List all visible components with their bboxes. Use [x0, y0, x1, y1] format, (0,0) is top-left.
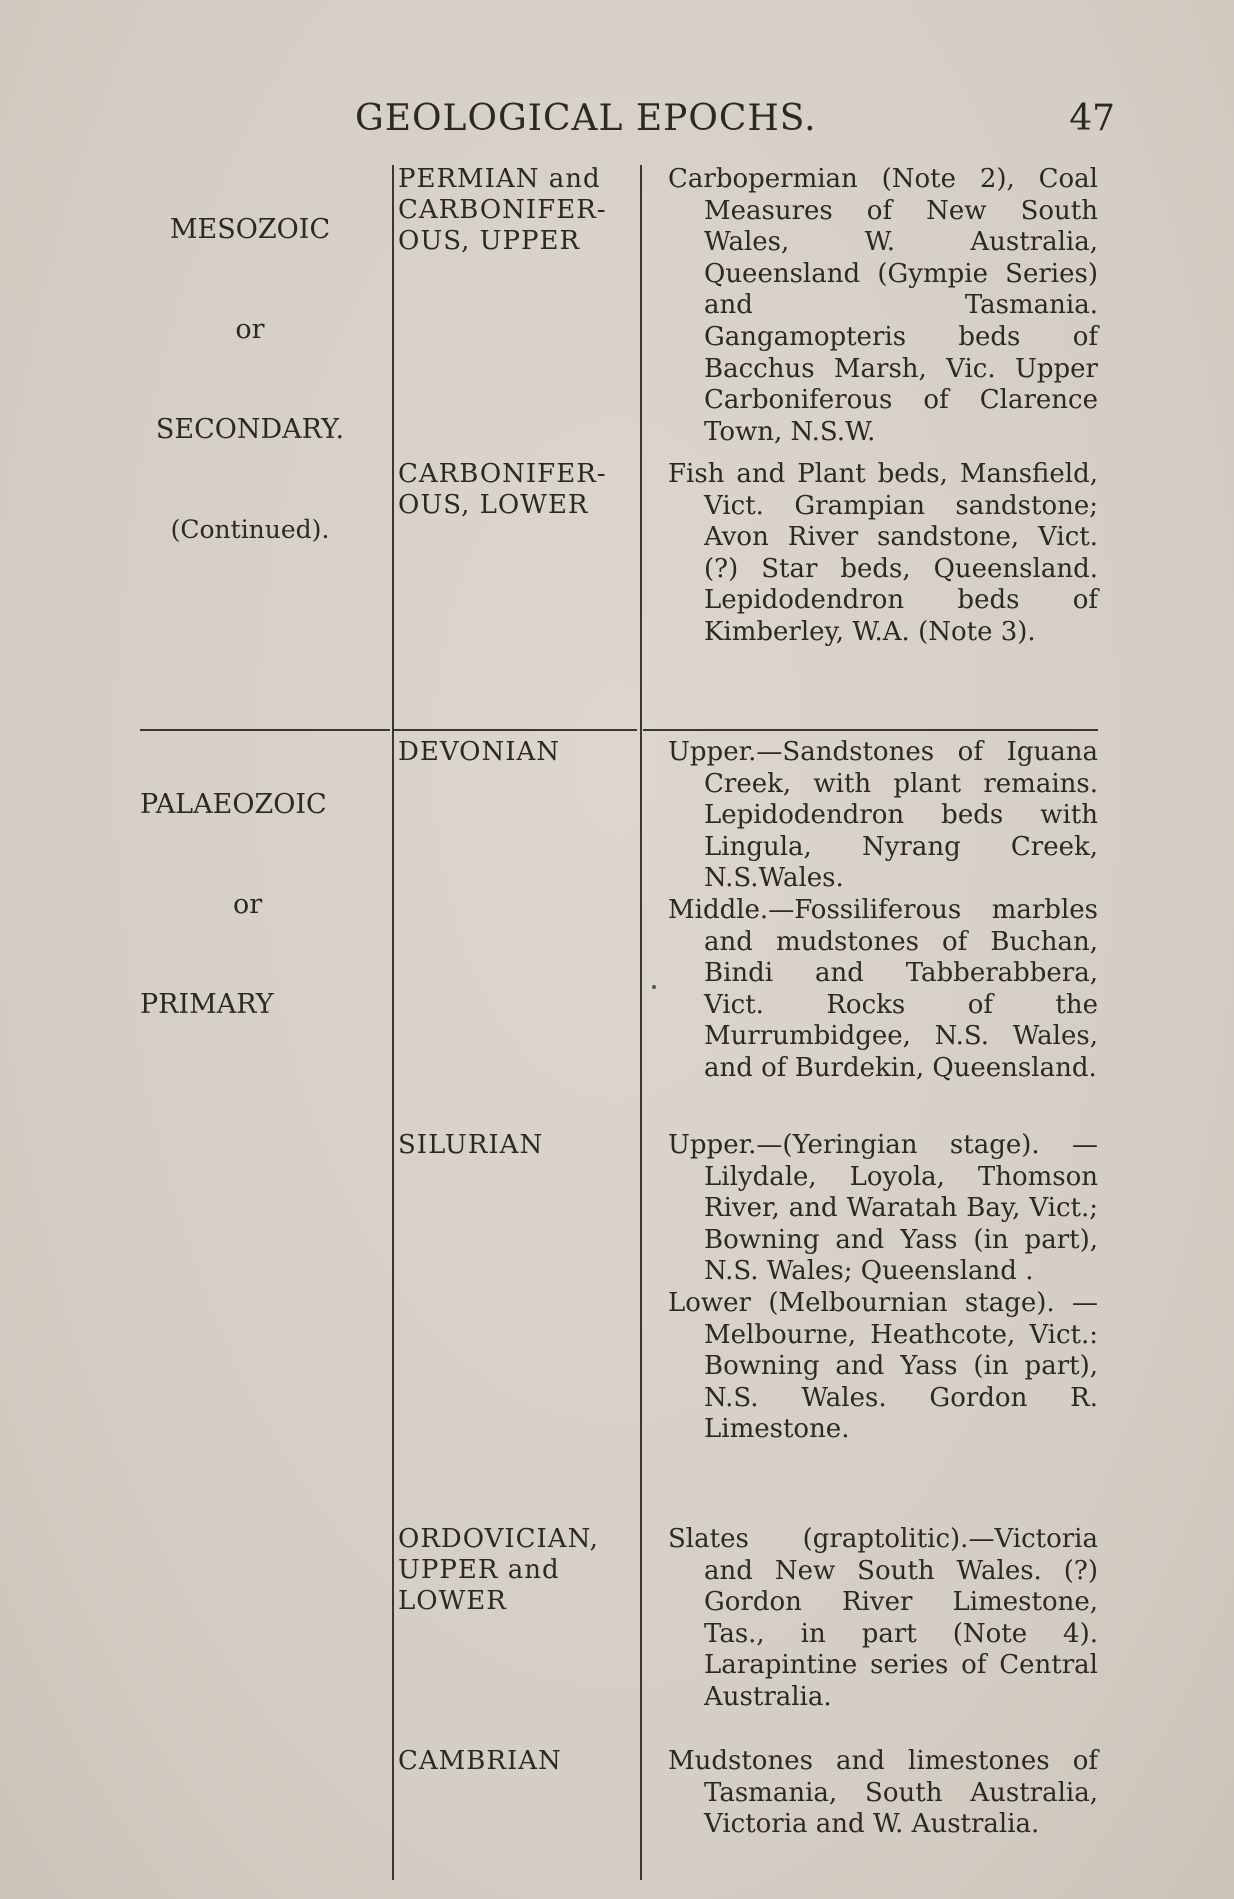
desc-paragraph: Upper.—Sandstones of Iguana Creek, with plant remains. Lepidodendron beds with Lingula, Nyrang Creek, N.S.Wales. — [668, 737, 1098, 894]
desc-divider — [643, 729, 1098, 731]
page-title: GEOLOGICAL EPOCHS. — [355, 98, 817, 139]
era-name: MESOZOIC — [169, 214, 331, 245]
desc-paragraph: Upper.—(Yeringian stage). —Lilydale, Loyola, Thomson River, and Waratah Bay, Vict.; Bowning and Yass (in part), N.S. Wales; Queensland . — [668, 1130, 1098, 1287]
era-palaeozoic — [140, 730, 370, 1080]
period-silurian: SILURIAN — [398, 1130, 544, 1160]
desc-paragraph: Carbopermian (Note 2), Coal Measures of New South Wales, W. Australia, Queensland (Gympie Series) and Tasmania. Gangamopteris beds of Bacchus Marsh, Vic. Upper Carboniferous of Clarence Town, N.S.W. — [668, 164, 1098, 447]
era-or: or — [235, 314, 265, 345]
desc-paragraph: Lower (Melbournian stage). — Melbourne, Heathcote, Vict.: Bowning and Yass (in part), N.S. Wales. Gordon R. Limestone. — [668, 1287, 1098, 1445]
era-alt-name: PRIMARY — [140, 989, 274, 1020]
desc-paragraph: Fish and Plant beds, Mansfield, Vict. Grampian sandstone; Avon River sandstone, Vict. (?) Star beds, Queensland. Lepidodendron beds of Kimberley, W.A. (Note 3). — [668, 459, 1098, 647]
era-mesozoic — [130, 155, 370, 605]
period-carboniferous-lower: CARBONIFER-OUS, LOWER — [398, 459, 607, 520]
page-number: 47 — [1069, 98, 1115, 139]
era-alt-name: SECONDARY. — [155, 414, 345, 445]
era-continued: (Continued). — [170, 515, 330, 544]
period-permian: PERMIAN and CARBONIFER-OUS, UPPER — [398, 164, 607, 256]
desc-cambrian — [668, 1746, 1098, 1841]
desc-devonian — [668, 737, 1098, 1085]
column-rule-right — [640, 165, 642, 1880]
desc-paragraph: Slates (graptolitic).—Victoria and New South Wales. (?) Gordon River Limestone, Tas., in part (Note 4). Larapintine series of Central Australia. — [668, 1524, 1098, 1712]
desc-silurian — [668, 1130, 1098, 1446]
desc-ordovician — [668, 1524, 1098, 1714]
period-cambrian: CAMBRIAN — [398, 1746, 562, 1776]
desc-paragraph: Mudstones and limestones of Tasmania, South Australia, Victoria and W. Australia. — [668, 1746, 1098, 1840]
column-rule-left — [392, 165, 394, 1880]
desc-carboniferous-lower — [668, 459, 1098, 649]
era-or: or — [233, 889, 263, 920]
period-divider — [394, 729, 637, 731]
era-name: PALAEOZOIC — [140, 789, 327, 820]
print-speck — [652, 985, 656, 989]
desc-permian — [668, 164, 1098, 448]
period-devonian: DEVONIAN — [398, 737, 561, 767]
period-ordovician: ORDOVICIAN, UPPER and LOWER — [398, 1524, 599, 1616]
era-divider — [140, 729, 390, 731]
desc-paragraph: Middle.—Fossiliferous marbles and mudstones of Buchan, Bindi and Tabberabbera, Vict. Rocks of the Murrumbidgee, N.S. Wales, and of Burdekin, Queensland. — [668, 894, 1098, 1083]
